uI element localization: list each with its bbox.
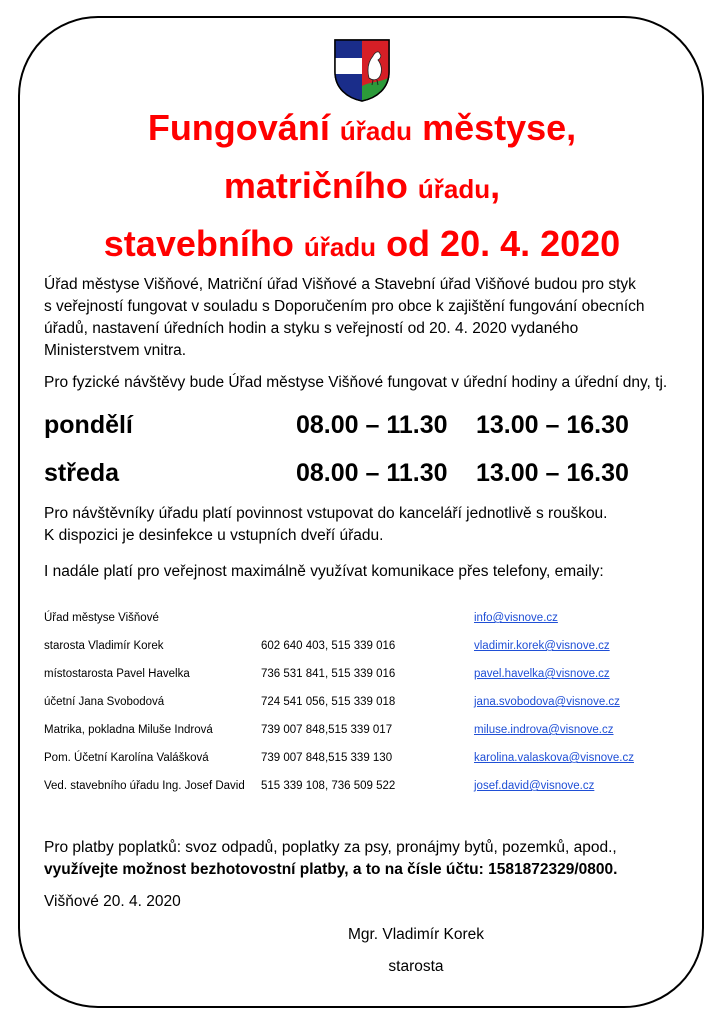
contact-email-link[interactable]: josef.david@visnove.cz — [474, 780, 595, 792]
payments-account-line: využívejte možnost bezhotovostní platby, a to na čísle účtu: 1581872329/0800. — [44, 861, 618, 878]
contact-name: Pom. Účetní Karolína Valášková — [44, 752, 209, 764]
contact-name: Ved. stavebního úřadu Ing. Josef David — [44, 780, 245, 792]
contact-row — [44, 696, 684, 712]
intro-paragraph — [44, 274, 684, 362]
contact-phone: 602 640 403, 515 339 016 — [261, 640, 396, 652]
contact-phone: 724 541 056, 515 339 018 — [261, 696, 396, 708]
contact-email-link[interactable]: info@visnove.cz — [474, 612, 558, 624]
municipal-coat-of-arms-icon — [333, 38, 391, 102]
intro-line: s veřejností fungovat v souladu s Doporučením pro obce k zajištění fungování obecních — [44, 298, 645, 315]
contact-phone: 739 007 848,515 339 130 — [261, 752, 393, 764]
comms-paragraph: I nadále platí pro veřejnost maximálně využívat komunikace přes telefony, emaily: — [44, 563, 604, 580]
title-line-1 — [0, 108, 724, 151]
contact-row — [44, 668, 684, 684]
contact-name: Matrika, pokladna Miluše Indrová — [44, 724, 213, 736]
contact-row — [44, 640, 684, 656]
payments-line: Pro platby poplatků: svoz odpadů, poplatky za psy, pronájmy bytů, pozemků, apod., — [44, 839, 617, 856]
hours-morning: 08.00 – 11.30 — [296, 459, 448, 487]
title-text: stavebního — [103, 223, 304, 264]
contact-email-link[interactable]: miluse.indrova@visnove.cz — [474, 724, 614, 736]
title-text: matričního — [223, 165, 418, 206]
contact-phone: 736 531 841, 515 339 016 — [261, 668, 396, 680]
contact-row — [44, 612, 684, 628]
signature-name: Mgr. Vladimír Korek — [347, 926, 485, 943]
hours-afternoon: 13.00 – 16.30 — [476, 411, 629, 439]
contact-email-link[interactable]: vladimir.korek@visnove.cz — [474, 640, 610, 652]
contact-email-link[interactable]: jana.svobodova@visnove.cz — [474, 696, 620, 708]
title-text: městyse, — [412, 107, 577, 148]
intro-line: Úřad městyse Višňové, Matriční úřad Višňové a Stavební úřad Višňové budou pro styk — [44, 276, 636, 293]
payments-paragraph — [44, 837, 684, 881]
contact-phone: 739 007 848,515 339 017 — [261, 724, 393, 736]
intro-line: úřadů, nastavení úředních hodin a styku s veřejností od 20. 4. 2020 vydaného — [44, 320, 579, 337]
mask-paragraph — [44, 503, 684, 547]
mask-line: Pro návštěvníky úřadu platí povinnost vstupovat do kanceláří jednotlivě s rouškou. — [44, 505, 608, 522]
intro-line: Ministerstvem vnitra. — [44, 342, 187, 359]
signing-date: Višňové 20. 4. 2020 — [44, 893, 181, 910]
contact-email-link[interactable]: pavel.havelka@visnove.cz — [474, 668, 610, 680]
hours-day: středa — [44, 459, 120, 487]
title-text: Fungování — [147, 107, 340, 148]
contact-name: místostarosta Pavel Havelka — [44, 668, 190, 680]
hours-morning: 08.00 – 11.30 — [296, 411, 448, 439]
title-text-small: úřadu — [339, 116, 413, 146]
title-text: od 20. 4. 2020 — [376, 223, 621, 264]
contact-name: starosta Vladimír Korek — [44, 640, 164, 652]
contact-row — [44, 724, 684, 740]
title-text: , — [490, 165, 501, 206]
contact-email-link[interactable]: karolina.valaskova@visnove.cz — [474, 752, 634, 764]
contact-phone: 515 339 108, 736 509 522 — [261, 780, 396, 792]
title-line-2 — [0, 166, 724, 209]
mask-line: K dispozici je desinfekce u vstupních dveří úřadu. — [44, 527, 384, 544]
contact-name: Úřad městyse Višňové — [44, 612, 159, 624]
contact-row — [44, 780, 684, 796]
title-line-3 — [0, 224, 724, 267]
title-text-small: úřadu — [303, 232, 377, 262]
hours-afternoon: 13.00 – 16.30 — [476, 459, 629, 487]
hours-day: pondělí — [44, 411, 133, 439]
signature-role: starosta — [388, 958, 444, 975]
title-text-small: úřadu — [417, 174, 491, 204]
contact-name: účetní Jana Svobodová — [44, 696, 165, 708]
visits-paragraph: Pro fyzické návštěvy bude Úřad městyse Višňové fungovat v úřední hodiny a úřední dny, tj. — [44, 374, 668, 391]
contact-row — [44, 752, 684, 768]
